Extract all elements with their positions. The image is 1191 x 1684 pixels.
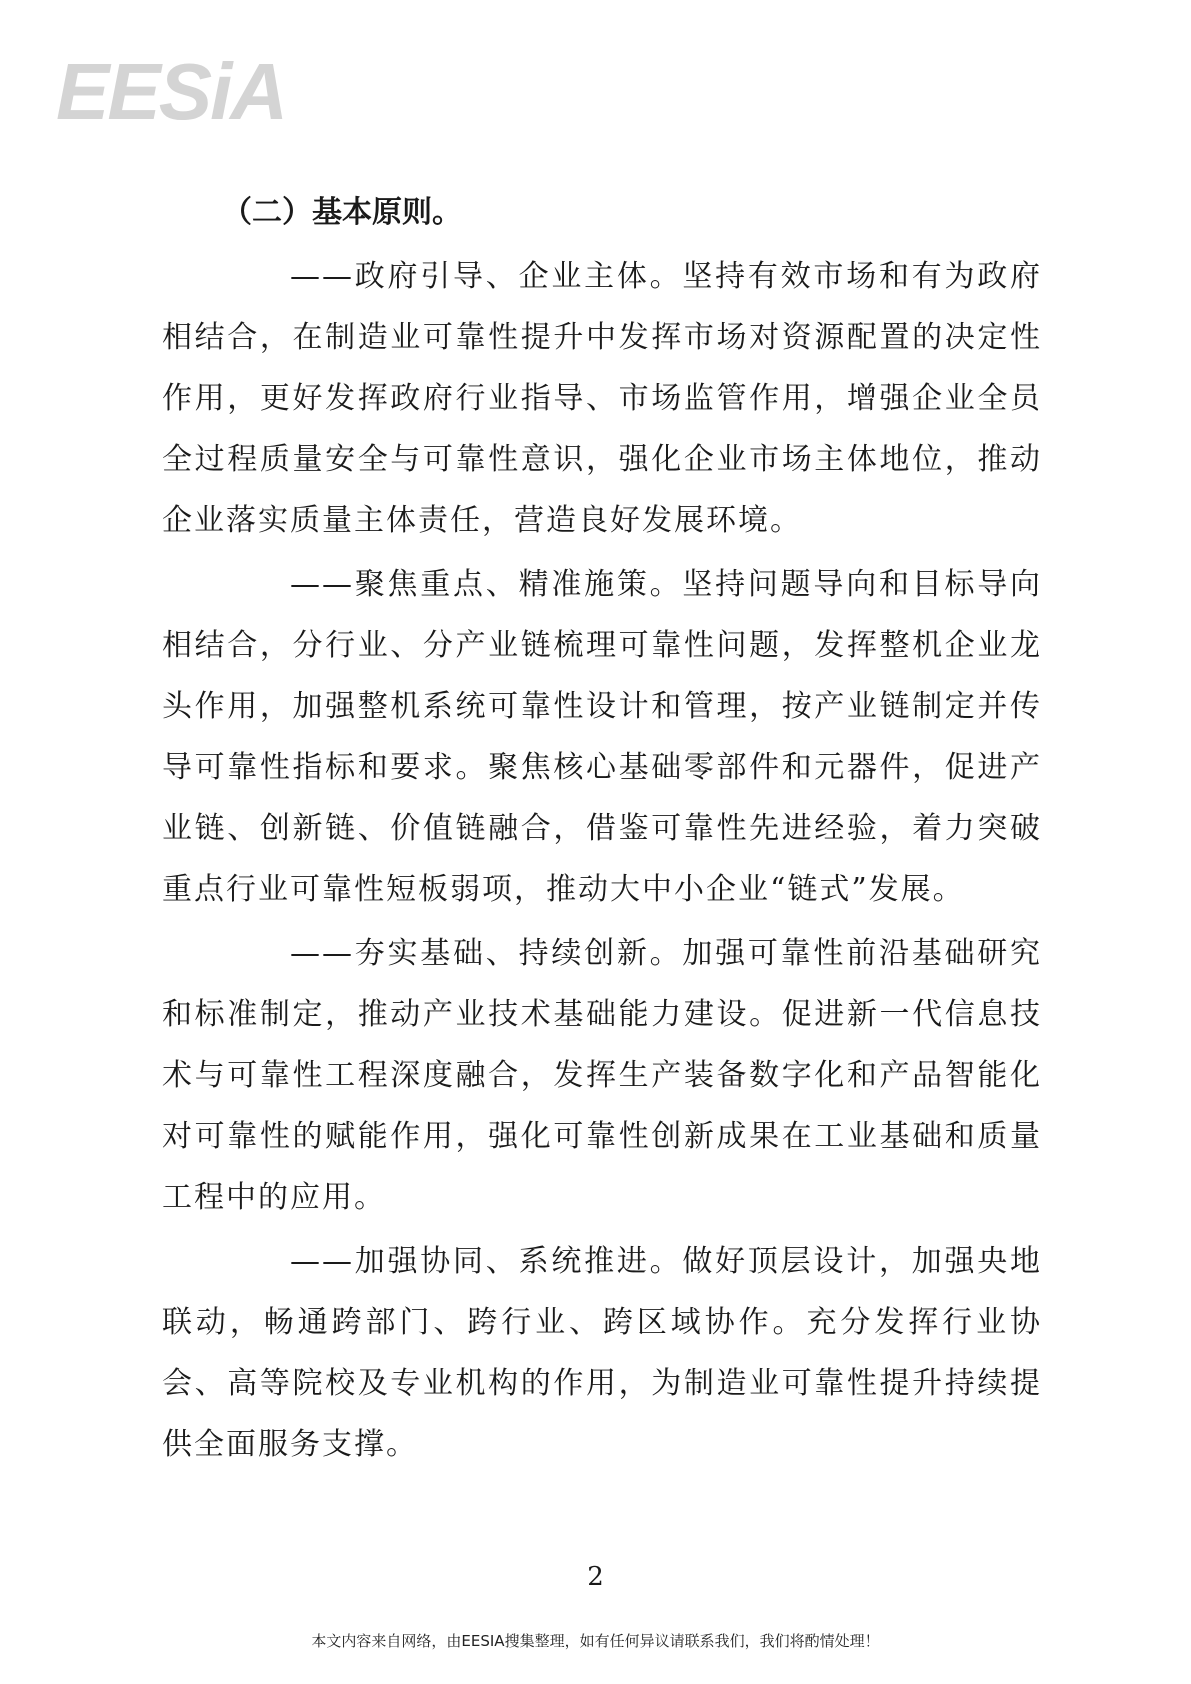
eesia-logo: EESiA — [56, 47, 287, 136]
principle-paragraph-1: ——政府引导、企业主体。坚持有效市场和有为政府相结合，在制造业可靠性提升中发挥市场对资源配置的决定性作用，更好发挥政府行业指导、市场监管作用，增强企业全员全过程质量安全与可靠性意识，强化企业市场主体地位，推动企业落实质量主体责任，营造良好发展环境。 — [162, 259, 1042, 538]
principle-paragraph-2: ——聚焦重点、精准施策。坚持问题导向和目标导向相结合，分行业、分产业链梳理可靠性问题，发挥整机企业龙头作用，加强整机系统可靠性设计和管理，按产业链制定并传导可靠性指标和要求。聚焦核心基础零部件和元器件，促进产业链、创新链、价值链融合，借鉴可靠性先进经验，着力突破重点行业可靠性短板弱项，推动大中小企业“链式”发展。 — [162, 567, 1042, 907]
document-body — [162, 182, 1042, 1478]
footer-disclaimer: 本文内容来自网络，由EESIA搜集整理，如有任何异议请联系我们，我们将酌情处理！ — [311, 1632, 880, 1650]
principle-paragraph-3: ——夯实基础、持续创新。加强可靠性前沿基础研究和标准制定，推动产业技术基础能力建设。促进新一代信息技术与可靠性工程深度融合，发挥生产装备数字化和产品智能化对可靠性的赋能作用，强化可靠性创新成果在工业基础和质量工程中的应用。 — [162, 936, 1042, 1215]
principle-paragraph-4: ——加强协同、系统推进。做好顶层设计，加强央地联动，畅通跨部门、跨行业、跨区域协作。充分发挥行业协会、高等院校及专业机构的作用，为制造业可靠性提升持续提供全面服务支撑。 — [162, 1244, 1042, 1462]
page-number: 2 — [587, 1562, 604, 1592]
section-heading: （二）基本原则。 — [222, 195, 462, 230]
